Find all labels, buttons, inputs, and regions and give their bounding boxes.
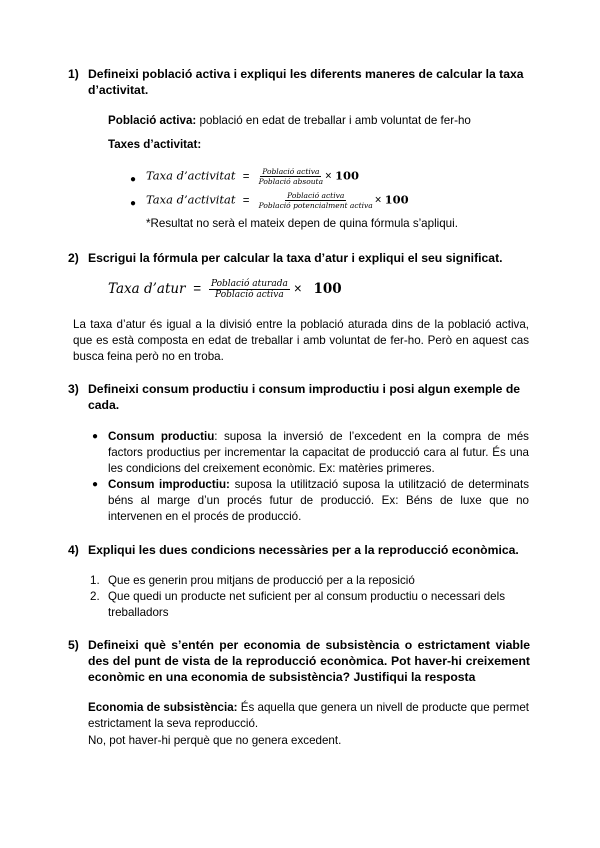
q4-item-text: Que quedi un producte net suficient per al consum productiu o necessari dels treballadors bbox=[108, 590, 506, 619]
f3-lhs: Taxa d’atur bbox=[108, 281, 186, 298]
q3-item1-text: : suposa la inversió de l’excedent en la compra de més factors productius per incrementar la capacitat de producció cara al futur. És una les condicions del creixement econòmic. Ex: matèries primeres. bbox=[108, 430, 529, 475]
f1-fraction bbox=[257, 167, 325, 186]
bullet-icon: ● bbox=[130, 198, 137, 209]
bullet-icon: ● bbox=[92, 431, 99, 442]
f3-multiplier: 100 bbox=[313, 281, 342, 298]
q1-def-text: població en edat de treballar i amb voluntat de fer-ho bbox=[196, 114, 471, 127]
q5-text: Defineixi què s’entén per economia de subsistència o estrictament viable des del punt de vista de la reproducció econòmica. Pot haver-hi creixement econòmic en una economia de subsistència? Justifiqui la resposta bbox=[88, 638, 530, 684]
bullet-icon: ● bbox=[92, 479, 99, 490]
q4-number: 4) bbox=[68, 543, 79, 557]
q5-definition bbox=[88, 700, 529, 732]
q2-text: Escrigui la fórmula per calcular la taxa d’atur i expliqui el seu significat. bbox=[88, 251, 503, 265]
formula-atur: Taxa d’atur = $\frac{\text{Població aturada}}{\text{Població activa}}$ × 100 bbox=[108, 279, 342, 300]
f1-multiplier: 100 bbox=[334, 168, 359, 183]
q5-def-text: És aquella que genera un nivell de producte que permet estrictament la seva reproducció. bbox=[88, 701, 529, 730]
f3-denominator: Població activa bbox=[215, 290, 284, 300]
f2-lhs: Taxa d’activitat bbox=[146, 192, 236, 207]
q3-item1-label: Consum productiu bbox=[108, 430, 215, 443]
q2-number: 2) bbox=[68, 251, 79, 265]
q5-def-label: Economia de subsistència: bbox=[88, 701, 238, 714]
q3-text: Defineixi consum productiu i consum improductiu i posi algun exemple de cada. bbox=[88, 382, 521, 412]
q1-taxes-label: Taxes d’activitat: bbox=[108, 138, 202, 151]
f3-fraction bbox=[209, 279, 290, 300]
f3-numerator: Població aturada bbox=[210, 279, 288, 289]
f2-fraction bbox=[257, 191, 375, 210]
q4-item-num: 1. bbox=[90, 574, 100, 587]
q1-definition bbox=[108, 113, 471, 129]
q1-text: Defineixi població activa i expliqui les diferents maneres de calcular la taxa d’activitat. bbox=[88, 67, 524, 97]
f2-numerator: Població activa bbox=[287, 191, 345, 200]
q3-number: 3) bbox=[68, 382, 79, 396]
f1-denominator: Població absouta bbox=[258, 177, 324, 186]
q4-item-text: Que es generin prou mitjans de producció per a la reposició bbox=[108, 574, 415, 587]
q3-item-improductiu bbox=[108, 477, 529, 525]
formula-activitat-1: Taxa d’activitat = $\frac{\text{Població activa}}{\text{Població absouta}}$ × 100 bbox=[146, 167, 359, 186]
bullet-icon: ● bbox=[130, 174, 137, 185]
q3-item2-text: suposa la utilització suposa la utilització de determinats béns al marge d’un procés futur de producció. Ex: Béns de luxe que no intervenen en el procés de producció. bbox=[108, 478, 529, 523]
q3-item2-label: Consum improductiu: bbox=[108, 478, 230, 491]
q1-def-label: Població activa: bbox=[108, 114, 197, 127]
q1-note: *Resultat no serà el mateix depen de quina fórmula s’apliqui. bbox=[146, 217, 458, 230]
f1-lhs: Taxa d’activitat bbox=[146, 168, 236, 183]
q1-number: 1) bbox=[68, 67, 79, 81]
formula-activitat-2: Taxa d’activitat = $\frac{\text{Població activa}}{\text{Població potencialment activa}}$ × 100 bbox=[146, 191, 409, 210]
f2-multiplier: 100 bbox=[384, 192, 409, 207]
q3-item-productiu bbox=[108, 429, 529, 477]
f1-numerator: Població activa bbox=[262, 167, 320, 176]
f2-denominator: Població potencialment activa bbox=[258, 201, 373, 210]
q4-text: Expliqui les dues condicions necessàries per a la reproducció econòmica. bbox=[88, 543, 519, 557]
q5-answer: No, pot haver-hi perquè que no genera excedent. bbox=[88, 734, 342, 747]
q4-item-num: 2. bbox=[90, 590, 100, 603]
q5-number: 5) bbox=[68, 638, 79, 652]
q2-paragraph: La taxa d’atur és igual a la divisió entre la població aturada dins de la població activa, que es està composta en edat de treballar i amb voluntat de fer-ho. Però en aquest cas busca feina però no en troba. bbox=[73, 318, 529, 363]
